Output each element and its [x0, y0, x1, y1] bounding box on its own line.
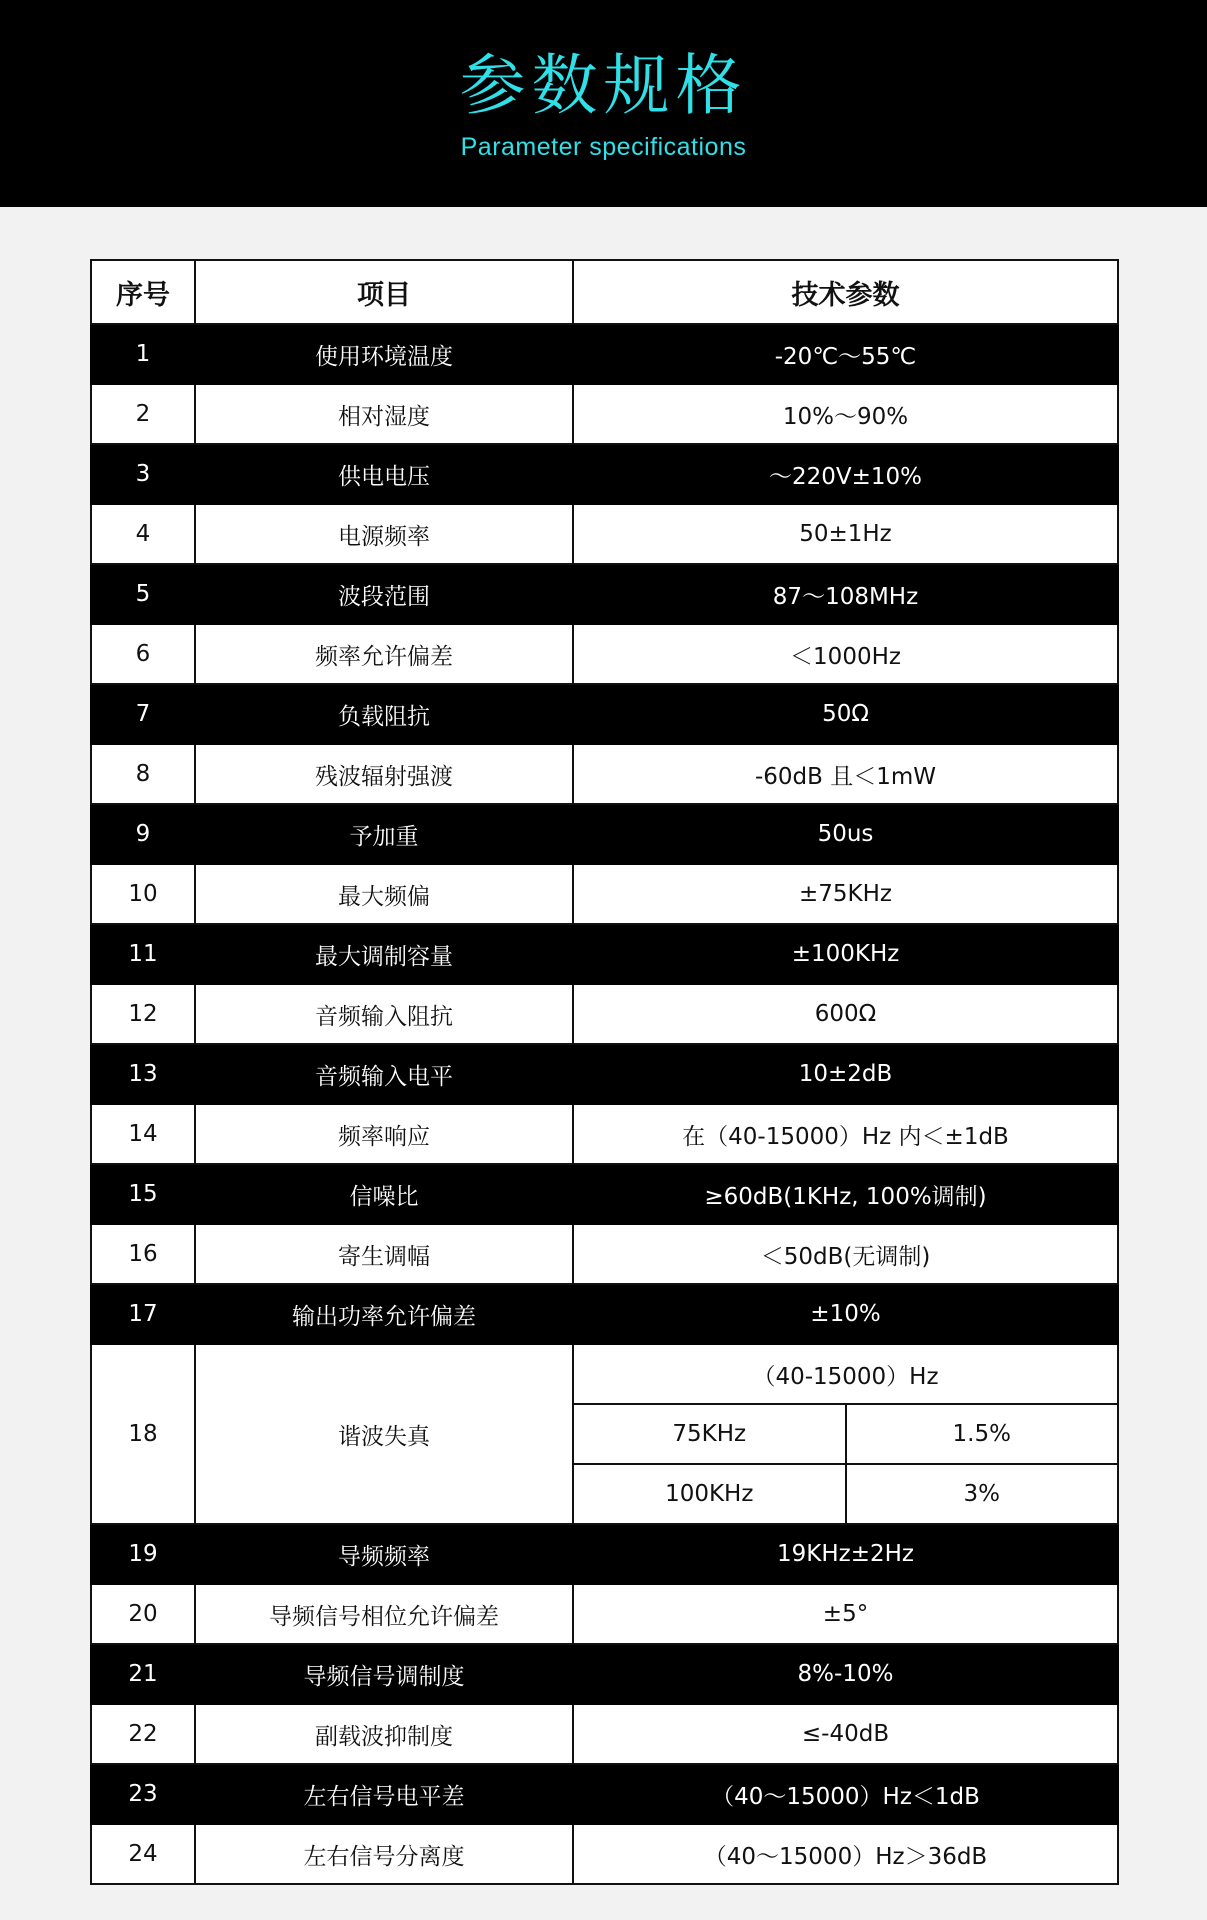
- harmonic-sub-row: [574, 1404, 1117, 1464]
- table-row: [91, 1764, 1118, 1824]
- row-value: ～220V±10%: [573, 444, 1118, 504]
- table-row: [91, 1044, 1118, 1104]
- table-row: [91, 1284, 1118, 1344]
- row-value: 8%-10%: [573, 1644, 1118, 1704]
- row-value: 50us: [573, 804, 1118, 864]
- table-row: [91, 804, 1118, 864]
- row-no: 24: [91, 1824, 195, 1884]
- harmonic-subtable-cell: [573, 1344, 1118, 1524]
- harmonic-distortion: 1.5%: [846, 1404, 1118, 1464]
- row-value: 50Ω: [573, 684, 1118, 744]
- row-item: 导频信号相位允许偏差: [195, 1584, 573, 1644]
- page-banner: [0, 0, 1207, 207]
- row-value: ±5°: [573, 1584, 1118, 1644]
- table-row: [91, 1164, 1118, 1224]
- row-value: 19KHz±2Hz: [573, 1524, 1118, 1584]
- row-no: 23: [91, 1764, 195, 1824]
- row-no: 19: [91, 1524, 195, 1584]
- row-no: 4: [91, 504, 195, 564]
- row-value: ±75KHz: [573, 864, 1118, 924]
- row-no: 14: [91, 1104, 195, 1164]
- row-item: 左右信号电平差: [195, 1764, 573, 1824]
- row-value: ≥60dB(1KHz, 100%调制): [573, 1164, 1118, 1224]
- row-item: 最大调制容量: [195, 924, 573, 984]
- table-row: [91, 1824, 1118, 1884]
- table-row: [91, 1644, 1118, 1704]
- row-item: 最大频偏: [195, 864, 573, 924]
- row-value: ≤-40dB: [573, 1704, 1118, 1764]
- row-no: 13: [91, 1044, 195, 1104]
- table-row-harmonic: [91, 1344, 1118, 1524]
- harmonic-range-row: [574, 1345, 1117, 1404]
- table-header-row: [91, 260, 1118, 324]
- harmonic-frequency: 100KHz: [574, 1464, 846, 1523]
- row-item: 寄生调幅: [195, 1224, 573, 1284]
- row-no: 2: [91, 384, 195, 444]
- table-row: [91, 564, 1118, 624]
- row-item: 输出功率允许偏差: [195, 1284, 573, 1344]
- harmonic-subtable: [574, 1345, 1117, 1523]
- row-no: 3: [91, 444, 195, 504]
- table-row: [91, 1584, 1118, 1644]
- table-row: [91, 864, 1118, 924]
- row-no: 16: [91, 1224, 195, 1284]
- row-item: 导频信号调制度: [195, 1644, 573, 1704]
- harmonic-frequency: 75KHz: [574, 1404, 846, 1464]
- row-value: ＜50dB(无调制): [573, 1224, 1118, 1284]
- row-value: （40～15000）Hz＜1dB: [573, 1764, 1118, 1824]
- row-item: 音频输入电平: [195, 1044, 573, 1104]
- harmonic-sub-row: [574, 1464, 1117, 1523]
- table-row: [91, 684, 1118, 744]
- row-no: 1: [91, 324, 195, 384]
- row-no: 21: [91, 1644, 195, 1704]
- row-item: 音频输入阻抗: [195, 984, 573, 1044]
- table-row: [91, 744, 1118, 804]
- row-value: ±10%: [573, 1284, 1118, 1344]
- row-no: 6: [91, 624, 195, 684]
- row-item: 导频频率: [195, 1524, 573, 1584]
- header-value: 技术参数: [573, 260, 1118, 324]
- row-item: 频率响应: [195, 1104, 573, 1164]
- row-no: 17: [91, 1284, 195, 1344]
- header-item: 项目: [195, 260, 573, 324]
- table-row: [91, 1224, 1118, 1284]
- row-value: （40～15000）Hz＞36dB: [573, 1824, 1118, 1884]
- harmonic-distortion: 3%: [846, 1464, 1118, 1523]
- table-row: [91, 1704, 1118, 1764]
- row-value: 10±2dB: [573, 1044, 1118, 1104]
- row-value: 50±1Hz: [573, 504, 1118, 564]
- row-no: 18: [91, 1344, 195, 1524]
- content-sheet: [0, 207, 1207, 1920]
- table-row: [91, 1104, 1118, 1164]
- row-value: -60dB 且＜1mW: [573, 744, 1118, 804]
- row-item: 副载波抑制度: [195, 1704, 573, 1764]
- row-item: 相对湿度: [195, 384, 573, 444]
- row-item: 左右信号分离度: [195, 1824, 573, 1884]
- row-no: 15: [91, 1164, 195, 1224]
- row-value: -20℃～55℃: [573, 324, 1118, 384]
- row-value: 87～108MHz: [573, 564, 1118, 624]
- row-item: 波段范围: [195, 564, 573, 624]
- row-value: 600Ω: [573, 984, 1118, 1044]
- row-no: 8: [91, 744, 195, 804]
- page-subtitle: Parameter specifications: [460, 133, 747, 162]
- row-no: 11: [91, 924, 195, 984]
- row-item: 予加重: [195, 804, 573, 864]
- row-item: 信噪比: [195, 1164, 573, 1224]
- table-row: [91, 324, 1118, 384]
- row-value: ＜1000Hz: [573, 624, 1118, 684]
- table-row: [91, 1524, 1118, 1584]
- table-row: [91, 624, 1118, 684]
- row-no: 9: [91, 804, 195, 864]
- row-item: 供电电压: [195, 444, 573, 504]
- page-title: 参数规格: [459, 46, 748, 124]
- row-item: 使用环境温度: [195, 324, 573, 384]
- row-item: 电源频率: [195, 504, 573, 564]
- row-value: ±100KHz: [573, 924, 1118, 984]
- row-no: 10: [91, 864, 195, 924]
- table-row: [91, 444, 1118, 504]
- row-item: 负载阻抗: [195, 684, 573, 744]
- row-value: 10%～90%: [573, 384, 1118, 444]
- header-no: 序号: [91, 260, 195, 324]
- harmonic-range-label: （40-15000）Hz: [574, 1345, 1117, 1404]
- row-value: 在（40-15000）Hz 内＜±1dB: [573, 1104, 1118, 1164]
- row-no: 5: [91, 564, 195, 624]
- table-row: [91, 924, 1118, 984]
- row-no: 12: [91, 984, 195, 1044]
- row-no: 22: [91, 1704, 195, 1764]
- table-row: [91, 984, 1118, 1044]
- row-item: 残波辐射强渡: [195, 744, 573, 804]
- specifications-table: [90, 259, 1119, 1885]
- row-item: 频率允许偏差: [195, 624, 573, 684]
- row-item: 谐波失真: [195, 1344, 573, 1524]
- row-no: 20: [91, 1584, 195, 1644]
- row-no: 7: [91, 684, 195, 744]
- table-row: [91, 504, 1118, 564]
- table-row: [91, 384, 1118, 444]
